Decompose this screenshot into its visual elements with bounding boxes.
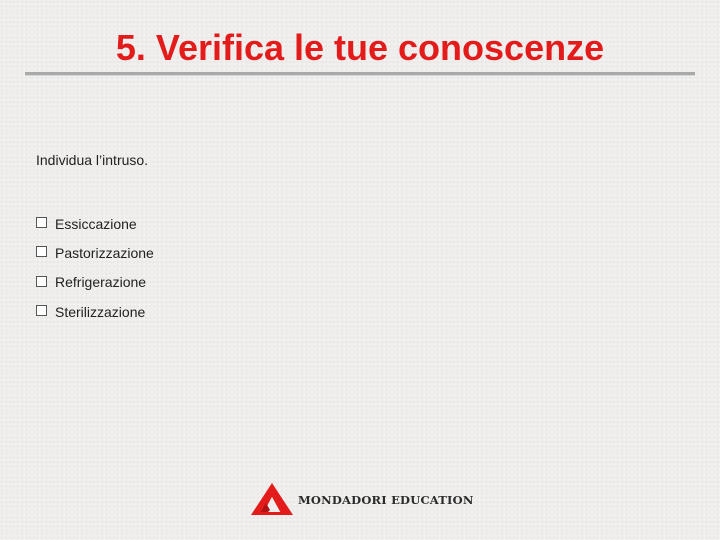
option-pastorizzazione[interactable] (36, 238, 154, 267)
publisher-logo (250, 482, 474, 516)
checkbox-icon[interactable] (36, 276, 47, 287)
checkbox-icon[interactable] (36, 305, 47, 316)
title-divider (25, 72, 695, 76)
mondadori-a-logo-icon (250, 482, 294, 516)
answer-options-list (36, 209, 154, 326)
option-essiccazione[interactable] (36, 209, 154, 238)
option-label: Refrigerazione (55, 274, 147, 291)
checkbox-icon[interactable] (36, 246, 47, 257)
option-label: Pastorizzazione (55, 244, 154, 261)
checkbox-icon[interactable] (36, 217, 47, 228)
option-sterilizzazione[interactable] (36, 297, 154, 326)
page-title: 5. Verifica le tue conoscenze (115, 27, 605, 68)
option-label: Essiccazione (55, 215, 137, 232)
option-label: Sterilizzazione (55, 303, 146, 320)
question-instruction: Individua l’intruso. (36, 152, 149, 168)
brand-name: MONDADORI EDUCATION (298, 493, 474, 507)
option-refrigerazione[interactable] (36, 268, 154, 297)
